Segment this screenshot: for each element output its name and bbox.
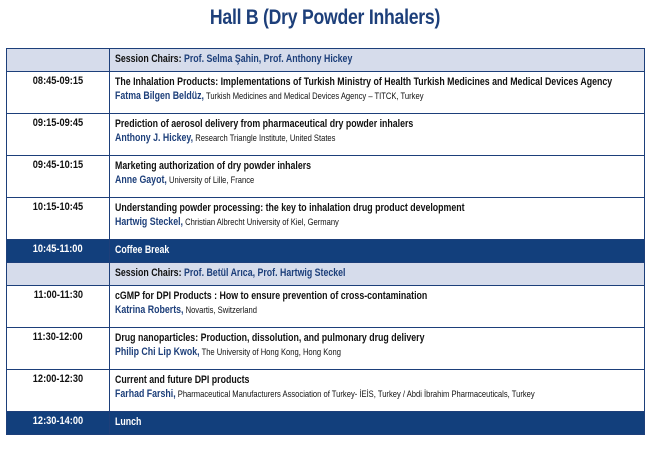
talk-content-cell [110,328,645,370]
talk-title: cGMP for DPI Products : How to ensure prevention of cross-contamination [115,290,428,302]
talk-time: 10:15-10:45 [32,201,84,213]
session-chairs-row [7,263,645,286]
speaker-line [115,132,644,145]
speaker-name: Hartwig Steckel, [115,216,183,228]
talk-time-cell [7,198,110,240]
empty-time-cell [7,263,110,286]
talk-row [7,286,645,328]
talk-content-cell [110,370,645,412]
talk-title: Prediction of aerosol delivery from pharmaceutical dry powder inhalers [115,118,414,130]
break-label: Lunch [115,416,142,428]
talk-title: Marketing authorization of dry powder inhalers [115,160,312,172]
talk-content-cell [110,72,645,114]
talk-time-cell [7,72,110,114]
speaker-affiliation: Turkish Medicines and Medical Devices Agency – TITCK, Turkey [205,91,424,102]
speaker-affiliation: Novartis, Switzerland [185,305,257,316]
session-chairs-cell [110,49,645,72]
talk-row [7,328,645,370]
talk-row [7,370,645,412]
talk-time-cell [7,114,110,156]
speaker-name: Katrina Roberts, [115,304,184,316]
session-chairs-label: Session Chairs: [115,267,182,279]
break-row [7,240,645,263]
speaker-line [115,216,644,229]
talk-time-cell [7,286,110,328]
session-chairs-label: Session Chairs: [115,53,182,65]
talk-row [7,72,645,114]
speaker-name: Anthony J. Hickey, [115,132,194,144]
talk-title: Understanding powder processing: the key to inhalation drug product development [115,202,465,214]
speaker-line [115,388,644,401]
session-chairs-row [7,49,645,72]
speaker-affiliation: University of Lille, France [168,175,255,186]
speaker-affiliation: Christian Albrecht University of Kiel, Germany [185,217,339,228]
speaker-affiliation: The University of Hong Kong, Hong Kong [201,347,341,358]
talk-title: Current and future DPI products [115,374,250,386]
speaker-line [115,304,644,317]
talk-row [7,156,645,198]
break-time-cell [7,240,110,263]
talk-time-cell [7,370,110,412]
break-time: 12:30-14:00 [32,415,84,427]
talk-time: 11:30-12:00 [33,331,83,343]
empty-time-cell [7,49,110,72]
speaker-line [115,174,644,187]
speaker-affiliation: Pharmaceutical Manufacturers Association of Turkey- İEİS, Turkey / Abdi İbrahim Pharmaceuticals, Turkey [177,389,535,400]
speaker-name: Farhad Farshi, [115,388,176,400]
break-label-cell [110,240,645,263]
talk-title: The Inhalation Products: Implementations of Turkish Ministry of Health Turkish Medicines and Medical Devices Agency [115,76,613,88]
talk-content-cell [110,114,645,156]
talk-row [7,114,645,156]
talk-time: 09:15-09:45 [32,117,84,129]
speaker-name: Philip Chi Lip Kwok, [115,346,200,358]
session-chairs-names: Prof. Selma Şahin, Prof. Anthony Hickey [183,53,353,65]
break-row [7,412,645,435]
break-label-cell [110,412,645,435]
speaker-affiliation: Research Triangle Institute, United States [195,133,336,144]
talk-content-cell [110,286,645,328]
talk-time: 09:45-10:15 [32,159,84,171]
break-time: 10:45-11:00 [33,243,83,255]
talk-time-cell [7,328,110,370]
session-chairs-cell [110,263,645,286]
speaker-line [115,90,644,103]
speaker-line [115,346,644,359]
break-label: Coffee Break [115,244,170,256]
talk-title: Drug nanoparticles: Production, dissolution, and pulmonary drug delivery [115,332,425,344]
speaker-name: Fatma Bilgen Beldüz, [115,90,204,102]
talk-time: 08:45-09:15 [32,75,84,87]
hall-title: Hall B (Dry Powder Inhalers) [209,6,441,29]
talk-time: 12:00-12:30 [32,373,84,385]
talk-time-cell [7,156,110,198]
talk-time: 11:00-11:30 [33,289,83,301]
program-table [6,48,645,435]
session-chairs-names: Prof. Betül Arıca, Prof. Hartwig Steckel [183,267,346,279]
break-time-cell [7,412,110,435]
talk-content-cell [110,198,645,240]
talk-row [7,198,645,240]
talk-content-cell [110,156,645,198]
speaker-name: Anne Gayot, [115,174,167,186]
